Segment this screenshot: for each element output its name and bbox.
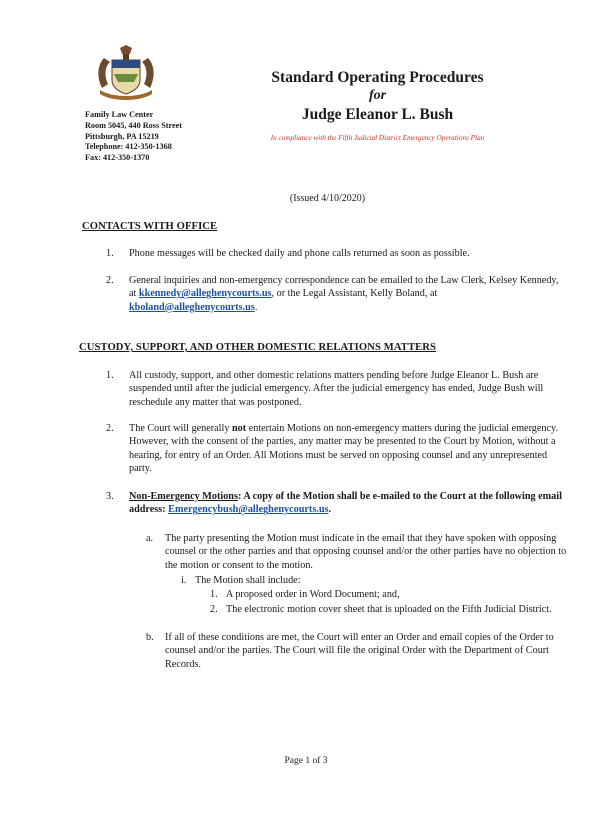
sub-item-label: 2. xyxy=(210,604,218,615)
sub-item: The electronic motion cover sheet that is uploaded on the Fifth Judicial District. xyxy=(226,604,552,615)
list-number: 3. xyxy=(106,491,114,502)
email-link-kboland[interactable]: kboland@alleghenycourts.us xyxy=(129,301,255,313)
emphasis: not xyxy=(231,423,247,434)
list-item: All custody, support, and other domestic relations matters pending before Judge Eleanor L. Bush are suspended until after the judicial emergency. After the judicial emergency has ended, Judge Bush will reschedule any matter that was postponed. xyxy=(129,370,544,408)
section-heading-contacts: CONTACTS WITH OFFICE xyxy=(82,221,218,232)
list-item xyxy=(129,490,569,517)
subheading: Non-Emergency Motions xyxy=(129,491,238,502)
sub-item: A proposed order in Word Document; and, xyxy=(226,589,400,600)
list-item xyxy=(129,422,559,476)
text: . xyxy=(328,504,332,516)
title-connector: for xyxy=(368,88,387,103)
list-item: Phone messages will be checked daily and phone calls returned as soon as possible. xyxy=(129,248,470,259)
list-item xyxy=(129,274,567,314)
text: General inquiries and non-emergency correspondence can be emailed to the Law Clerk, Kelsey Kennedy, at xyxy=(129,275,559,300)
text: , or the Legal Assistant, Kelly Boland, at xyxy=(271,288,438,300)
address-line: Telephone: 412-350-1368 xyxy=(85,142,172,152)
section-heading-custody: CUSTODY, SUPPORT, AND OTHER DOMESTIC RELATIONS MATTERS xyxy=(79,342,437,353)
text: The Court will generally xyxy=(129,423,232,434)
address-line: Pittsburgh, PA 15219 xyxy=(85,131,159,141)
address-line: Room 5045, 440 Ross Street xyxy=(85,120,182,130)
address-line: Family Law Center xyxy=(85,110,154,119)
office-address xyxy=(85,110,182,164)
text: : A copy of the Motion shall be e-mailed to the Court at the following email address: xyxy=(129,491,562,516)
list-number: 1. xyxy=(106,248,114,259)
sub-item: The party presenting the Motion must indicate in the email that they have spoken with opposing counsel or the other parties and that opposing counsel and/or the other parties have no objection to the motion or consent to the motion. xyxy=(165,533,567,571)
email-link-kkennedy[interactable]: kkennedy@alleghenycourts.us xyxy=(138,288,272,300)
pennsylvania-coat-of-arms-icon xyxy=(90,44,162,102)
judge-name: Judge Eleanor L. Bush xyxy=(301,106,454,123)
compliance-note: In compliance with the Fifth Judicial District Emergency Operations Plan xyxy=(270,134,485,142)
sub-item-label: a. xyxy=(146,533,154,544)
page-number: Page 1 of 3 xyxy=(284,756,328,766)
sub-item-label: i. xyxy=(181,575,187,586)
email-link-emergencybush[interactable]: Emergencybush@alleghenycourts.us xyxy=(168,504,329,516)
list-number: 2. xyxy=(106,275,114,286)
sub-item-label: 1. xyxy=(210,589,218,600)
sub-item-label: b. xyxy=(146,632,154,643)
text: entertain Motions on non-emergency matters during the judicial emergency. However, with the consent of the parties, any matter may be presented to the Court by Motion, without a hearing, for entry of an Order. All Motions must be served on opposing counsel and any unrepresented party. xyxy=(129,423,558,475)
document-title: Standard Operating Procedures xyxy=(271,69,484,86)
text: . xyxy=(254,301,258,313)
sub-item: The Motion shall include: xyxy=(195,575,301,586)
list-number: 2. xyxy=(106,423,114,434)
issued-date: (Issued 4/10/2020) xyxy=(289,193,366,204)
list-number: 1. xyxy=(106,370,114,381)
address-line: Fax: 412-350-1370 xyxy=(85,153,150,163)
sub-item: If all of these conditions are met, the Court will enter an Order and email copies of the Order to counsel and/or the parties. The Court will file the original Order with the Department of Court Records. xyxy=(165,632,554,670)
